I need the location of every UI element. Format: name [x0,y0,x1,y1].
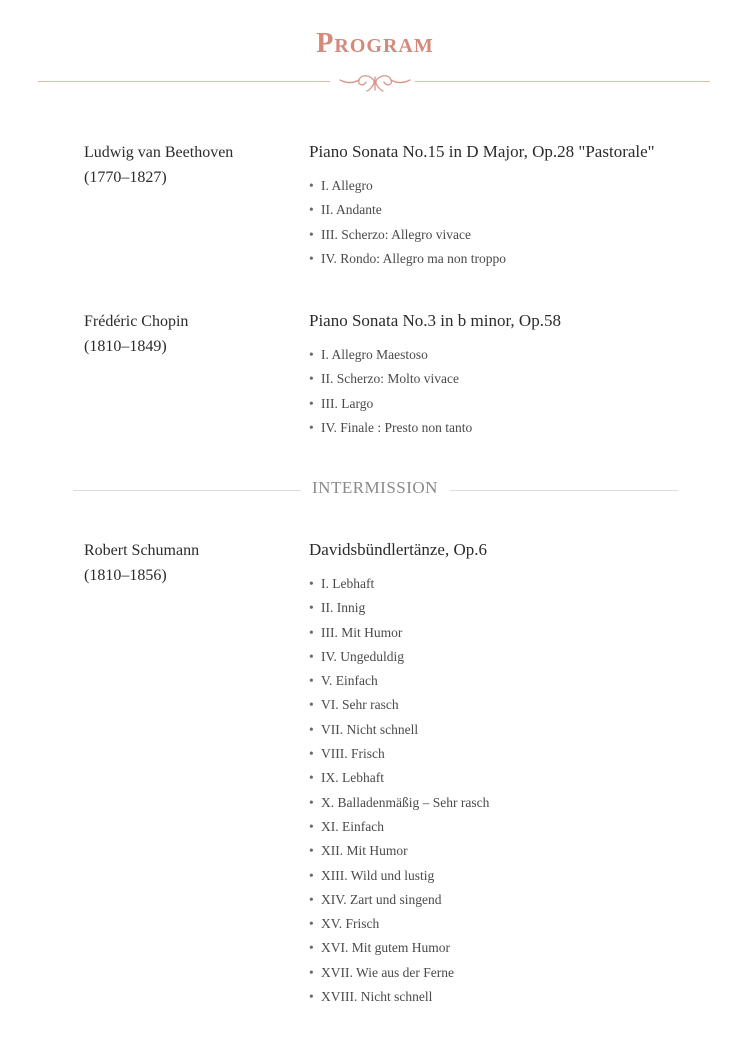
piece-block [309,309,729,440]
bullet-icon: • [309,818,314,834]
header-divider-left [38,81,330,82]
page-title: Program [316,28,434,59]
movement-item: • XVI. Mit gutem Humor [309,936,729,960]
movement-item: • XIV. Zart und singend [309,888,729,912]
bullet-icon: • [309,916,314,932]
movement-item: • I. Allegro Maestoso [309,343,729,367]
movement-item: • XIII. Wild und lustig [309,864,729,888]
bullet-icon: • [309,940,314,956]
movement-item: • XVII. Wie aus der Ferne [309,961,729,985]
movement-item: • VIII. Frisch [309,742,729,766]
bullet-icon: • [309,202,314,218]
movement-list [309,343,729,440]
bullet-icon: • [309,600,314,616]
movement-item: • II. Scherzo: Molto vivace [309,367,729,391]
bullet-icon: • [309,891,314,907]
bullet-icon: • [309,371,314,387]
bullet-icon: • [309,347,314,362]
bullet-icon: • [309,226,314,242]
bullet-icon: • [309,746,314,762]
movement-item: • III. Scherzo: Allegro vivace [309,223,729,247]
movement-item: • XII. Mit Humor [309,839,729,863]
composer-dates: (1810–1849) [84,338,167,355]
movement-item: • III. Largo [309,392,729,416]
composer-name: Frédéric Chopin [84,313,189,330]
composer-name: Robert Schumann [84,542,200,559]
program-header [0,0,750,110]
flourish-ornament-icon [337,70,413,94]
bullet-icon: • [309,721,314,737]
bullet-icon: • [309,770,314,786]
piece-title: Davidsbündlertänze, Op.6 [309,540,487,559]
composer-name: Ludwig van Beethoven [84,144,234,161]
piece-block [309,140,729,271]
bullet-icon: • [309,989,314,1005]
movement-item: • II. Innig [309,596,729,620]
movement-item: • II. Andante [309,198,729,222]
movement-item: • X. Balladenmäßig – Sehr rasch [309,791,729,815]
bullet-icon: • [309,250,314,266]
bullet-icon: • [309,867,314,883]
bullet-icon: • [309,648,314,664]
movement-item: • I. Lebhaft [309,572,729,596]
bullet-icon: • [309,673,314,689]
bullet-icon: • [309,395,314,411]
header-divider-right [415,81,710,82]
movement-item: • IV. Rondo: Allegro ma non troppo [309,247,729,271]
intermission-divider [0,478,750,504]
intermission-line-right [450,490,678,491]
composer-dates: (1770–1827) [84,169,167,186]
movement-list [309,174,729,271]
bullet-icon: • [309,624,314,640]
movement-item: • III. Mit Humor [309,621,729,645]
bullet-icon: • [309,419,314,435]
composer-block [84,140,284,190]
bullet-icon: • [309,794,314,810]
movement-list [309,572,729,1009]
intermission-label: INTERMISSION [312,478,438,497]
movement-item: • VI. Sehr rasch [309,693,729,717]
bullet-icon: • [309,178,314,193]
movement-item: • V. Einfach [309,669,729,693]
movement-item: • IV. Finale : Presto non tanto [309,416,729,440]
bullet-icon: • [309,576,314,591]
composer-block [84,309,284,359]
movement-item: • XI. Einfach [309,815,729,839]
movement-item: • VII. Nicht schnell [309,718,729,742]
movement-item: • IX. Lebhaft [309,766,729,790]
movement-item: • IV. Ungeduldig [309,645,729,669]
composer-block [84,538,284,588]
bullet-icon: • [309,964,314,980]
movement-item: • I. Allegro [309,174,729,198]
bullet-icon: • [309,843,314,859]
piece-title: Piano Sonata No.3 in b minor, Op.58 [309,311,561,330]
piece-block [309,538,729,1009]
movement-item: • XVIII. Nicht schnell [309,985,729,1009]
bullet-icon: • [309,697,314,713]
movement-item: • XV. Frisch [309,912,729,936]
composer-dates: (1810–1856) [84,567,167,584]
piece-title: Piano Sonata No.15 in D Major, Op.28 "Pastorale" [309,142,655,161]
